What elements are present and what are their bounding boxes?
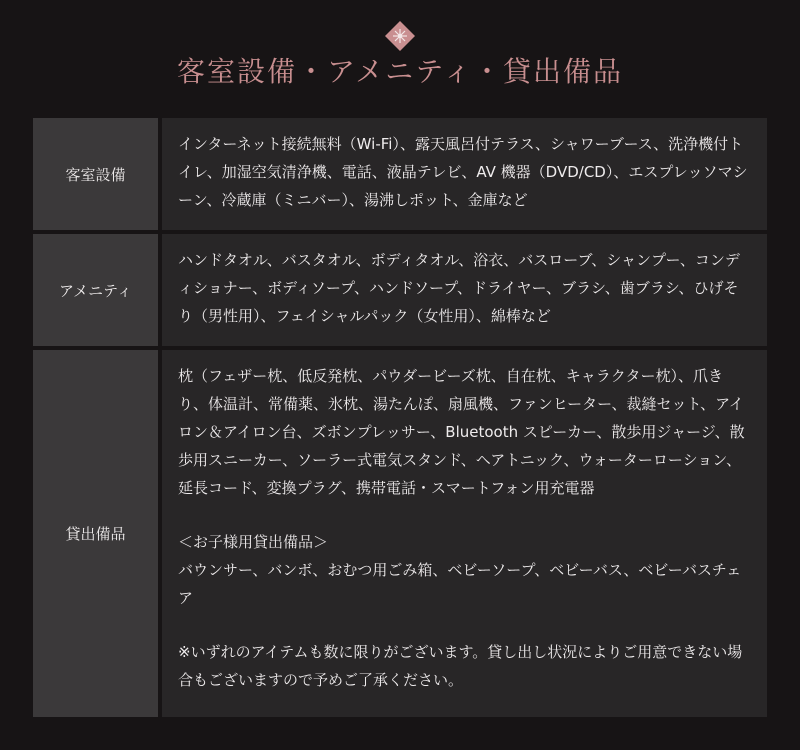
row-heading-room-facilities: 客室設備 [33, 118, 158, 230]
table-row [33, 350, 767, 717]
table-row [33, 118, 767, 230]
diamond-flower-icon [384, 20, 416, 52]
page-title: 客室設備・アメニティ・貸出備品 [176, 55, 624, 88]
row-heading-amenities: アメニティ [33, 234, 158, 346]
rental-items-text: 枕（フェザー枕、低反発枕、パウダービーズ枕、自在枕、キャラクター枕）、爪きり、体温計、常備薬、氷枕、湯たんぽ、扇風機、ファンヒーター、裁縫セット、アイロン＆アイロン台、ズボンプレッサー、Bluetooth スピーカー、散歩用ジャージ、散歩用スニーカー、ソーラー式電気スタンド、ヘアトニック、ウォーターローション、延長コード、変換プラグ、携帯電話・スマートフォン用充電器 [178, 367, 745, 497]
row-content-room-facilities [162, 118, 767, 230]
room-facilities-text: インターネット接続無料（Wi-Fi）、露天風呂付テラス、シャワーブース、洗浄機付トイレ、加湿空気清浄機、電話、液晶テレビ、AV 機器（DVD/CD）、エスプレッソマシーン、冷蔵庫（ミニバー）、湯沸しポット、金庫など [178, 135, 748, 209]
row-content-amenities [162, 234, 767, 346]
kids-rental-heading: ＜お子様用貸出備品＞ [178, 533, 329, 551]
table-row [33, 234, 767, 346]
kids-rental-text: バウンサー、バンボ、おむつ用ごみ箱、ベビーソープ、ベビーバス、ベビーバスチェア [178, 561, 742, 607]
row-content-rental-items [162, 350, 767, 717]
amenities-table [33, 118, 767, 721]
row-heading-rental-items: 貸出備品 [33, 350, 158, 717]
amenities-text: ハンドタオル、バスタオル、ボディタオル、浴衣、バスローブ、シャンプー、コンディショナー、ボディソープ、ハンドソープ、ドライヤー、ブラシ、歯ブラシ、ひげそり（男性用）、フェイシャルパック（女性用）、綿棒など [178, 251, 740, 325]
rental-note: ※いずれのアイテムも数に限りがございます。貸し出し状況によりご用意できない場合もございますので予めご了承ください。 [178, 643, 743, 689]
